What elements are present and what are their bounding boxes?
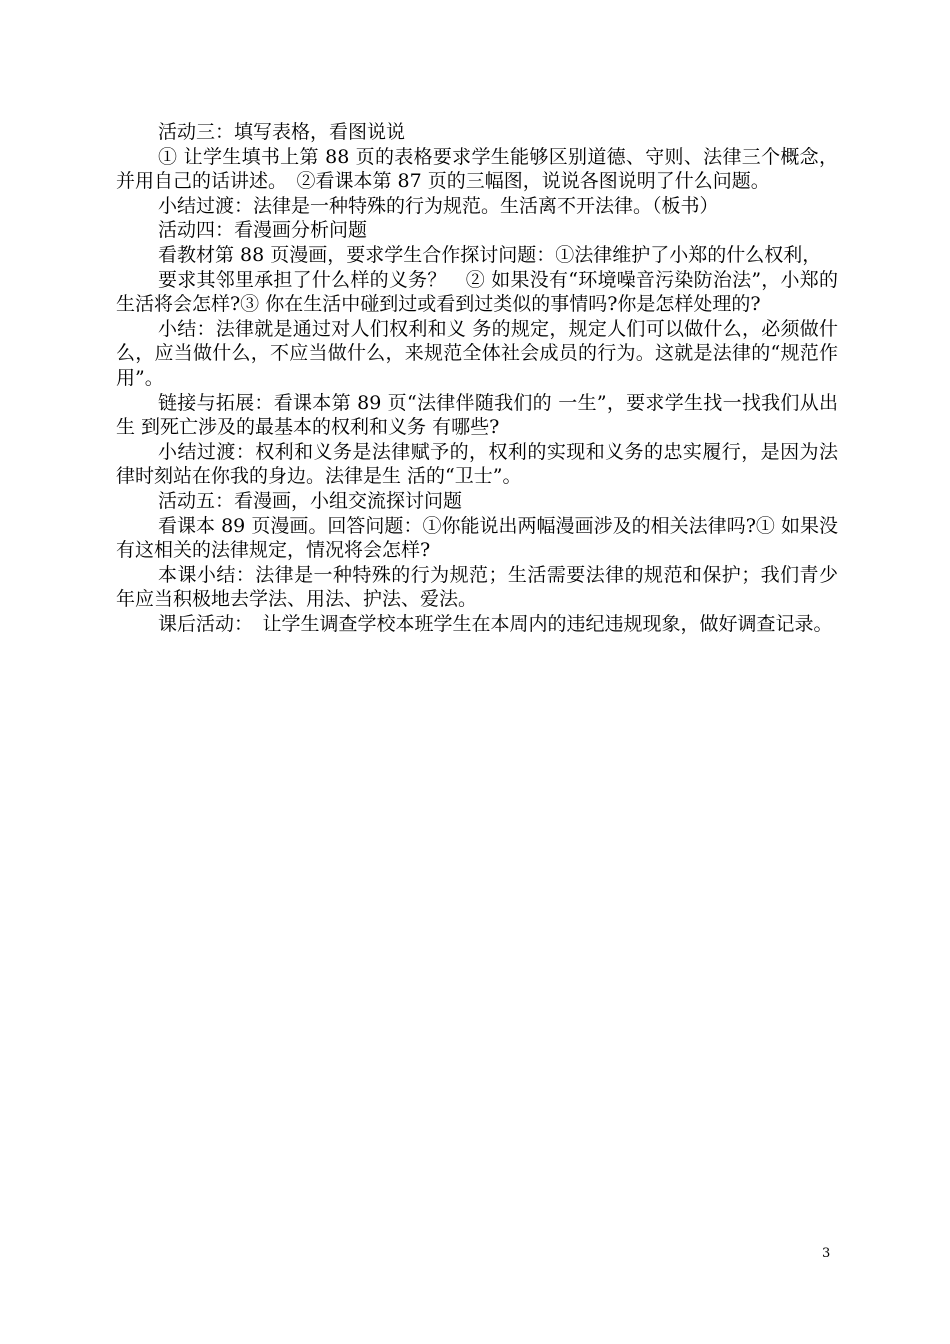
paragraph-summary-normative-role: 小结：法律就是通过对人们权利和义 务的规定，规定人们可以做什么，必须做什么，应当做什么，不应当做什么，来规范全体社会成员的行为。这就是法律的“规范作用”。 [116,317,838,389]
paragraph-activity-4-question-1: 看教材第 88 页漫画，要求学生合作探讨问题：①法律维护了小郑的什么权利， [158,243,822,266]
paragraph-summary-transition-2: 小结过渡：权利和义务是法律赋予的，权利的实现和义务的忠实履行，是因为法 律时刻站在你我的身边。法律是生 活的“卫士”。 [116,440,838,488]
paragraph-activity-4-question-2: 要求其邻里承担了什么样的义务？ ② 如果没有“环境噪音污染防治法”，小郑的生活将会怎样?③ 你在生活中碰到过或看到过类似的事情吗?你是怎样处理的? [116,268,838,316]
paragraph-after-class-activity: 课后活动： 让学生调查学校本班学生在本周内的违纪违规现象，做好调查记录。 [158,612,833,635]
paragraph-lesson-summary: 本课小结：法律是一种特殊的行为规范；生活需要法律的规范和保护；我们青少年应当积极地去学法、用法、护法、爱法。 [116,563,838,611]
paragraph-activity-3-task: ① 让学生填书上第 88 页的表格要求学生能够区别道德、守则、法律三个概念，并用自己的话讲述。 ②看课本第 87 页的三幅图，说说各图说明了什么问题。 [116,145,838,193]
page-number: 3 [822,1246,831,1261]
paragraph-activity-4-title: 活动四：看漫画分析问题 [158,219,368,242]
paragraph-activity-5-title: 活动五：看漫画，小组交流探讨问题 [158,489,463,512]
paragraph-activity-5-task: 看课本 89 页漫画。回答问题：①你能说出两幅漫画涉及的相关法律吗?① 如果没有这相关的法律规定，情况将会怎样? [116,514,838,562]
body-text [116,120,838,636]
paragraph-summary-transition-1: 小结过渡：法律是一种特殊的行为规范。生活离不开法律。（板书） [158,194,719,217]
paragraph-link-extension: 链接与拓展：看课本第 89 页“法律伴随我们的 一生”，要求学生找一找我们从出生 到死亡涉及的最基本的权利和义务 有哪些? [116,391,838,439]
paragraph-activity-3-title: 活动三：填写表格，看图说说 [158,121,406,143]
